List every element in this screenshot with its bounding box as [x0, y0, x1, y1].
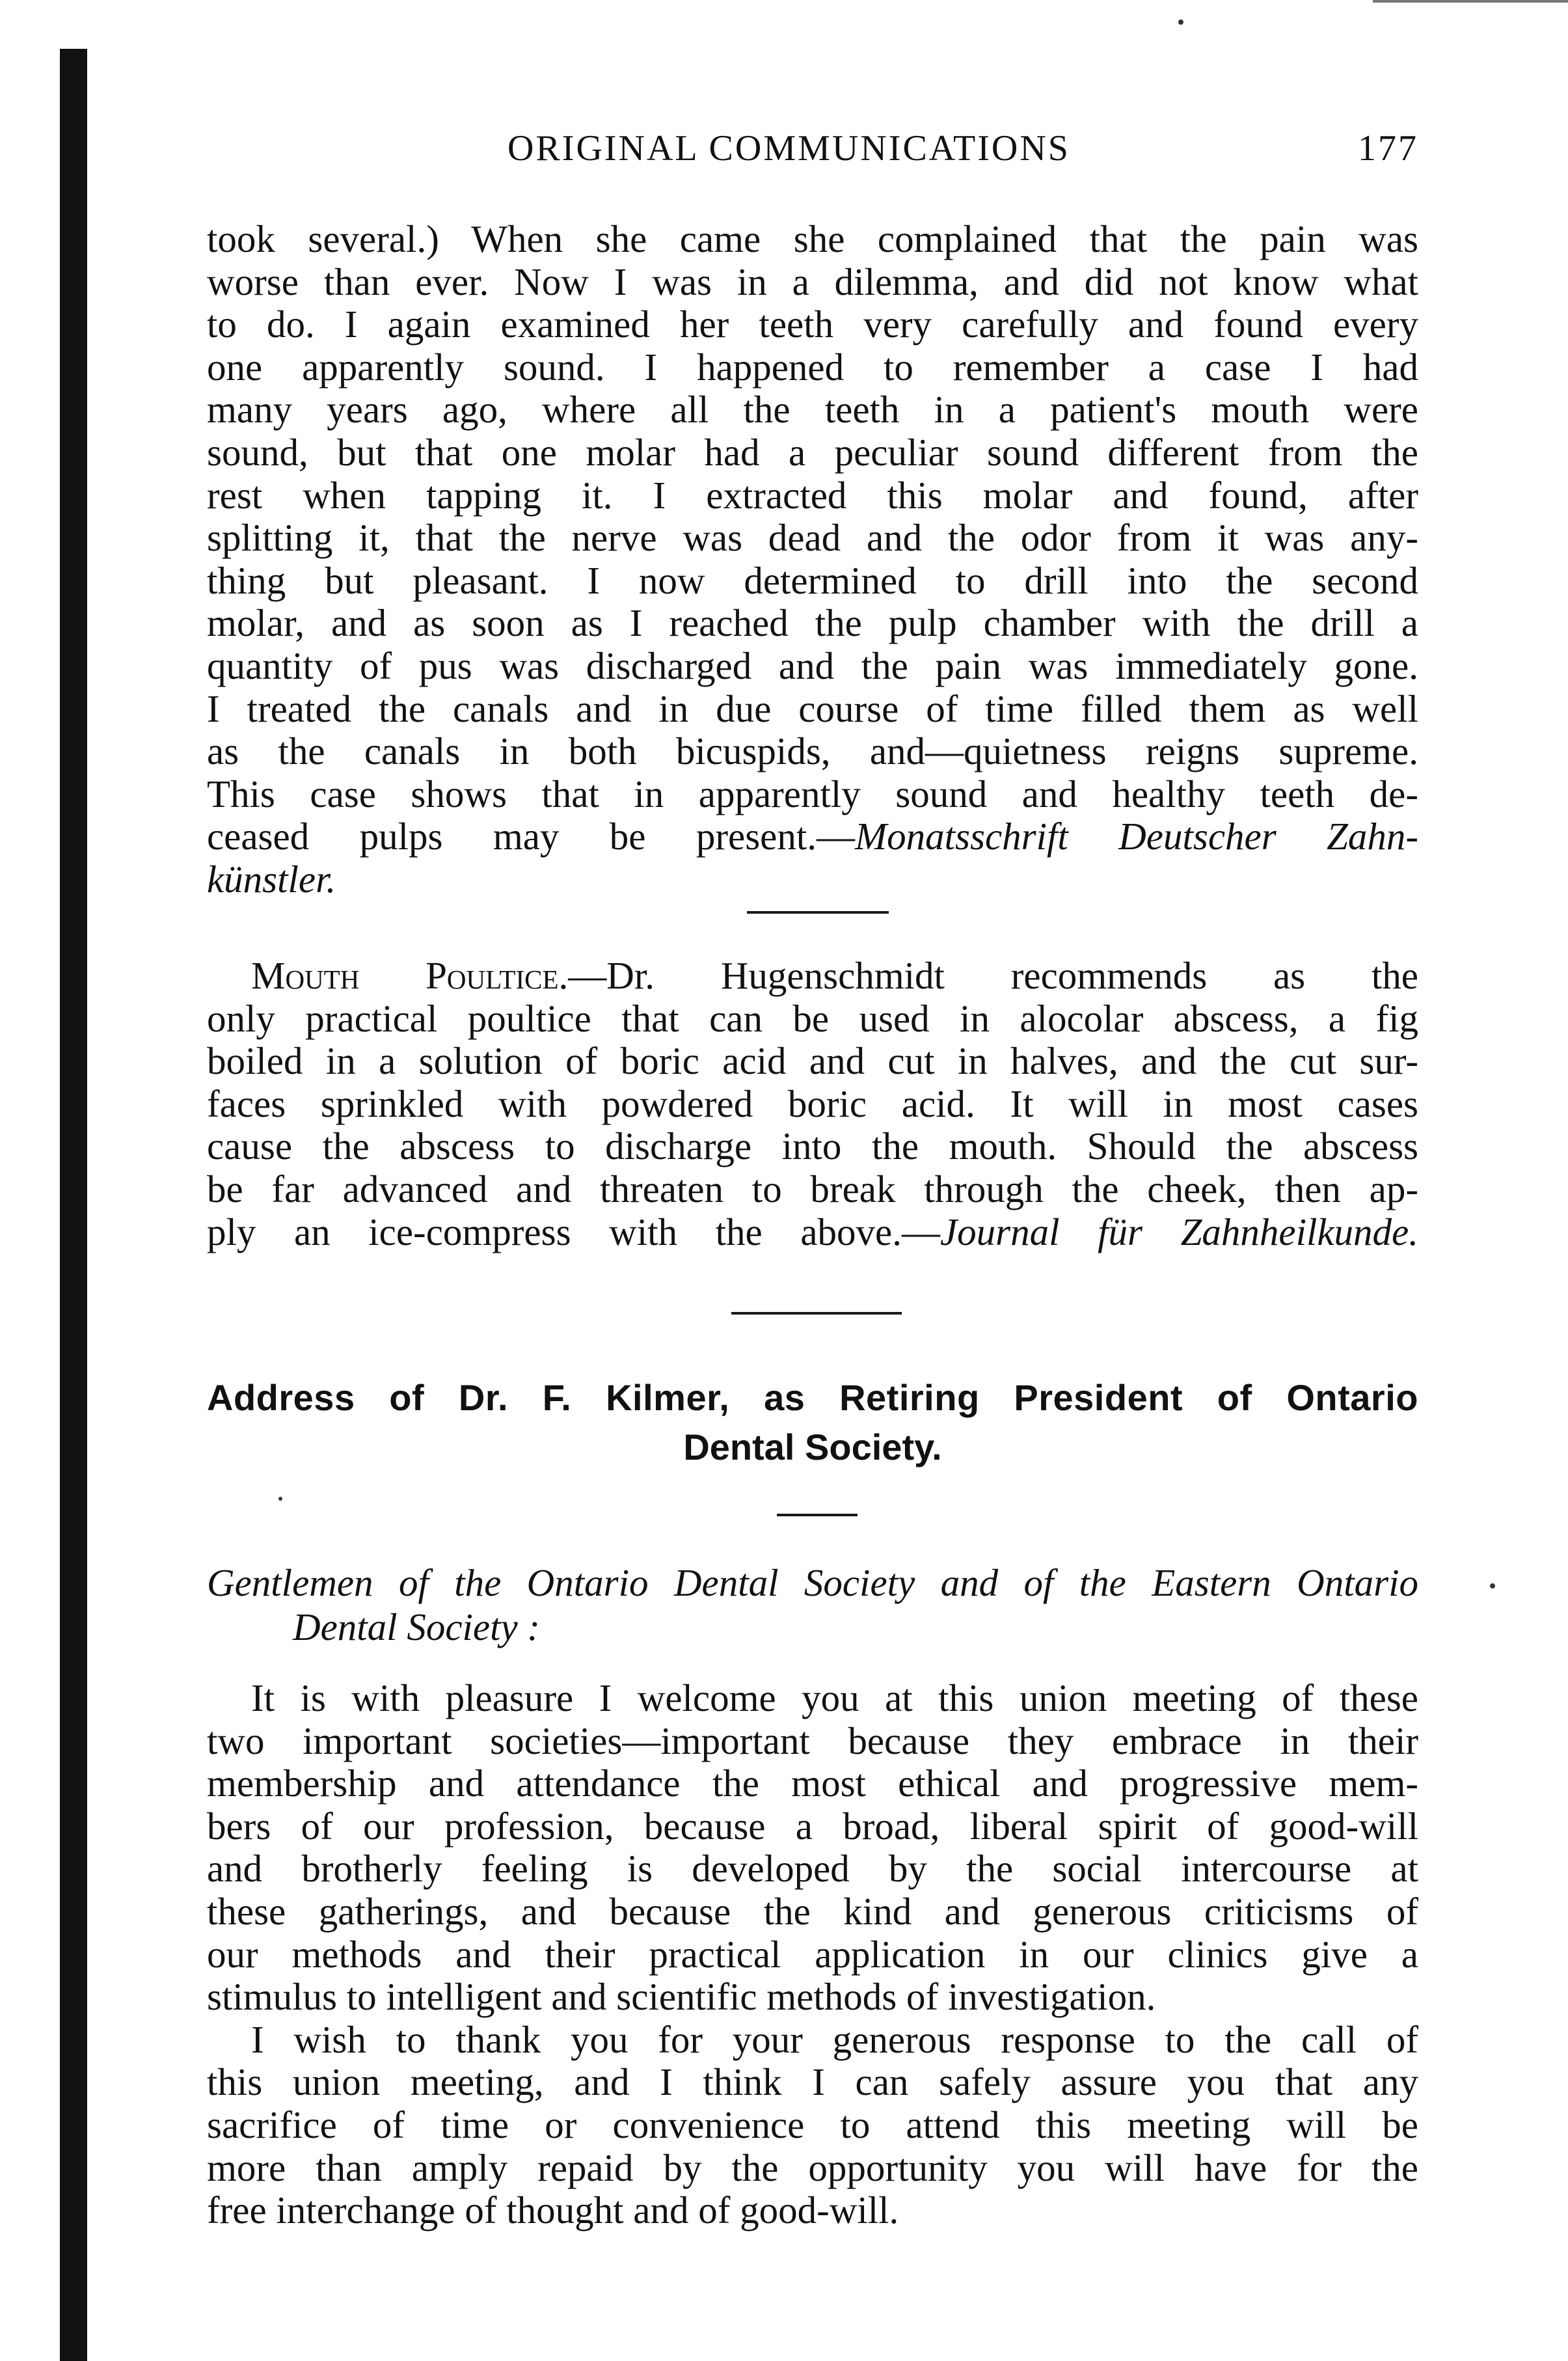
text-line: these gatherings, and because the kind and generous criticisms of	[207, 1889, 1418, 1933]
text-line: worse than ever. Now I was in a dilemma, and did not know what	[207, 260, 1418, 303]
text-line: sacrifice of time or convenience to attend this meeting will be	[207, 2103, 1418, 2146]
text-line: thing but pleasant. I now determined to drill into the second	[207, 558, 1418, 602]
salutation-line: Gentlemen of the Ontario Dental Society and of the Eastern Ontario	[207, 1561, 1418, 1604]
address-body	[207, 1677, 1418, 2232]
source-citation: Journal für Zahnheilkunde.	[939, 1210, 1418, 1253]
top-edge-line	[1373, 0, 1568, 3]
text-line: rest when tapping it. I extracted this molar and found, after	[207, 473, 1418, 517]
text-line: two important societies—important because they embrace in their	[207, 1719, 1418, 1762]
heading-line: Dental Society.	[683, 1426, 942, 1467]
text-line: This case shows that in apparently sound and healthy teeth de-	[207, 772, 1418, 815]
text-line: this union meeting, and I think I can safely assure you that any	[207, 2060, 1418, 2104]
page-edge-shadow	[60, 49, 87, 2361]
text-line: It is with pleasure I welcome you at this union meeting of these	[251, 1676, 1418, 1719]
text-line	[207, 1211, 1418, 1254]
text-line: as the canals in both bicuspids, and—quietness reigns supreme.	[207, 730, 1418, 773]
heading-divider	[777, 1514, 858, 1516]
speck	[278, 1497, 282, 1501]
article-heading	[207, 1373, 1418, 1472]
text-line	[207, 858, 1418, 901]
text-line: bers of our profession, because a broad, liberal spirit of good-will	[207, 1804, 1418, 1848]
text-line: I treated the canals and in due course of time filled them as well	[207, 687, 1418, 730]
mouth-poultice-note	[207, 955, 1418, 1253]
text-line: stimulus to intelligent and scientific methods of investigation.	[207, 1975, 1156, 2019]
text-line: free interchange of thought and of good-will.	[207, 2189, 899, 2232]
text-line: quantity of pus was discharged and the pain was immediately gone.	[207, 644, 1418, 687]
text-line	[207, 815, 1418, 858]
text-line: only practical poultice that can be used in alocolar abscess, a fig	[207, 996, 1418, 1040]
text-fragment: —Dr. Hugenschmidt recommends as the	[568, 954, 1418, 997]
salutation	[207, 1561, 1418, 1649]
text-line: membership and attendance the most ethical and progressive mem-	[207, 1762, 1418, 1805]
text-line: more than amply repaid by the opportunity you will have for the	[207, 2146, 1418, 2189]
note-title: Mouth Poultice.	[251, 954, 569, 997]
text-line	[207, 955, 1418, 998]
text-line: took several.) When she came she complained that the pain was	[207, 217, 1418, 260]
running-head	[208, 128, 1418, 180]
speck	[1178, 20, 1183, 25]
text-line: and brotherly feeling is developed by the social intercourse at	[207, 1847, 1418, 1890]
text-line: sound, but that one molar had a peculiar sound different from the	[207, 430, 1418, 474]
text-line: our methods and their practical application in our clinics give a	[207, 1932, 1418, 1976]
text-fragment: ply an ice-compress with the above.—	[207, 1210, 940, 1253]
text-line: one apparently sound. I happened to remember a case I had	[207, 345, 1418, 389]
section-divider	[731, 1312, 902, 1315]
text-line: faces sprinkled with powdered boric acid. It will in most cases	[207, 1082, 1418, 1125]
text-line: molar, and as soon as I reached the pulp chamber with the drill a	[207, 601, 1418, 645]
text-fragment: ceased pulps may be present.—	[207, 815, 855, 858]
text-line: be far advanced and threaten to break through the cheek, then ap-	[207, 1167, 1418, 1210]
text-line: splitting it, that the nerve was dead and the odor from it was any-	[207, 516, 1418, 560]
text-line: many years ago, where all the teeth in a patient's mouth were	[207, 388, 1418, 431]
text-line: I wish to thank you for your generous response to the call of	[251, 2017, 1418, 2061]
text-line: boiled in a solution of boric acid and cut in halves, and the cut sur-	[207, 1039, 1418, 1083]
source-citation: künstler.	[207, 857, 336, 901]
speck	[1490, 1583, 1495, 1589]
source-citation: Monatsschrift Deutscher Zahn-	[855, 815, 1418, 858]
page-number: 177	[1358, 128, 1418, 169]
heading-line: Address of Dr. F. Kilmer, as Retiring President of Ontario	[207, 1377, 1418, 1418]
text-line: to do. I again examined her teeth very carefully and found every	[207, 303, 1418, 346]
running-title: ORIGINAL COMMUNICATIONS	[507, 128, 1070, 169]
text-line: cause the abscess to discharge into the mouth. Should the abscess	[207, 1125, 1418, 1168]
article-continuation	[207, 218, 1418, 901]
section-divider	[747, 911, 889, 914]
salutation-line: Dental Society :	[293, 1605, 541, 1648]
